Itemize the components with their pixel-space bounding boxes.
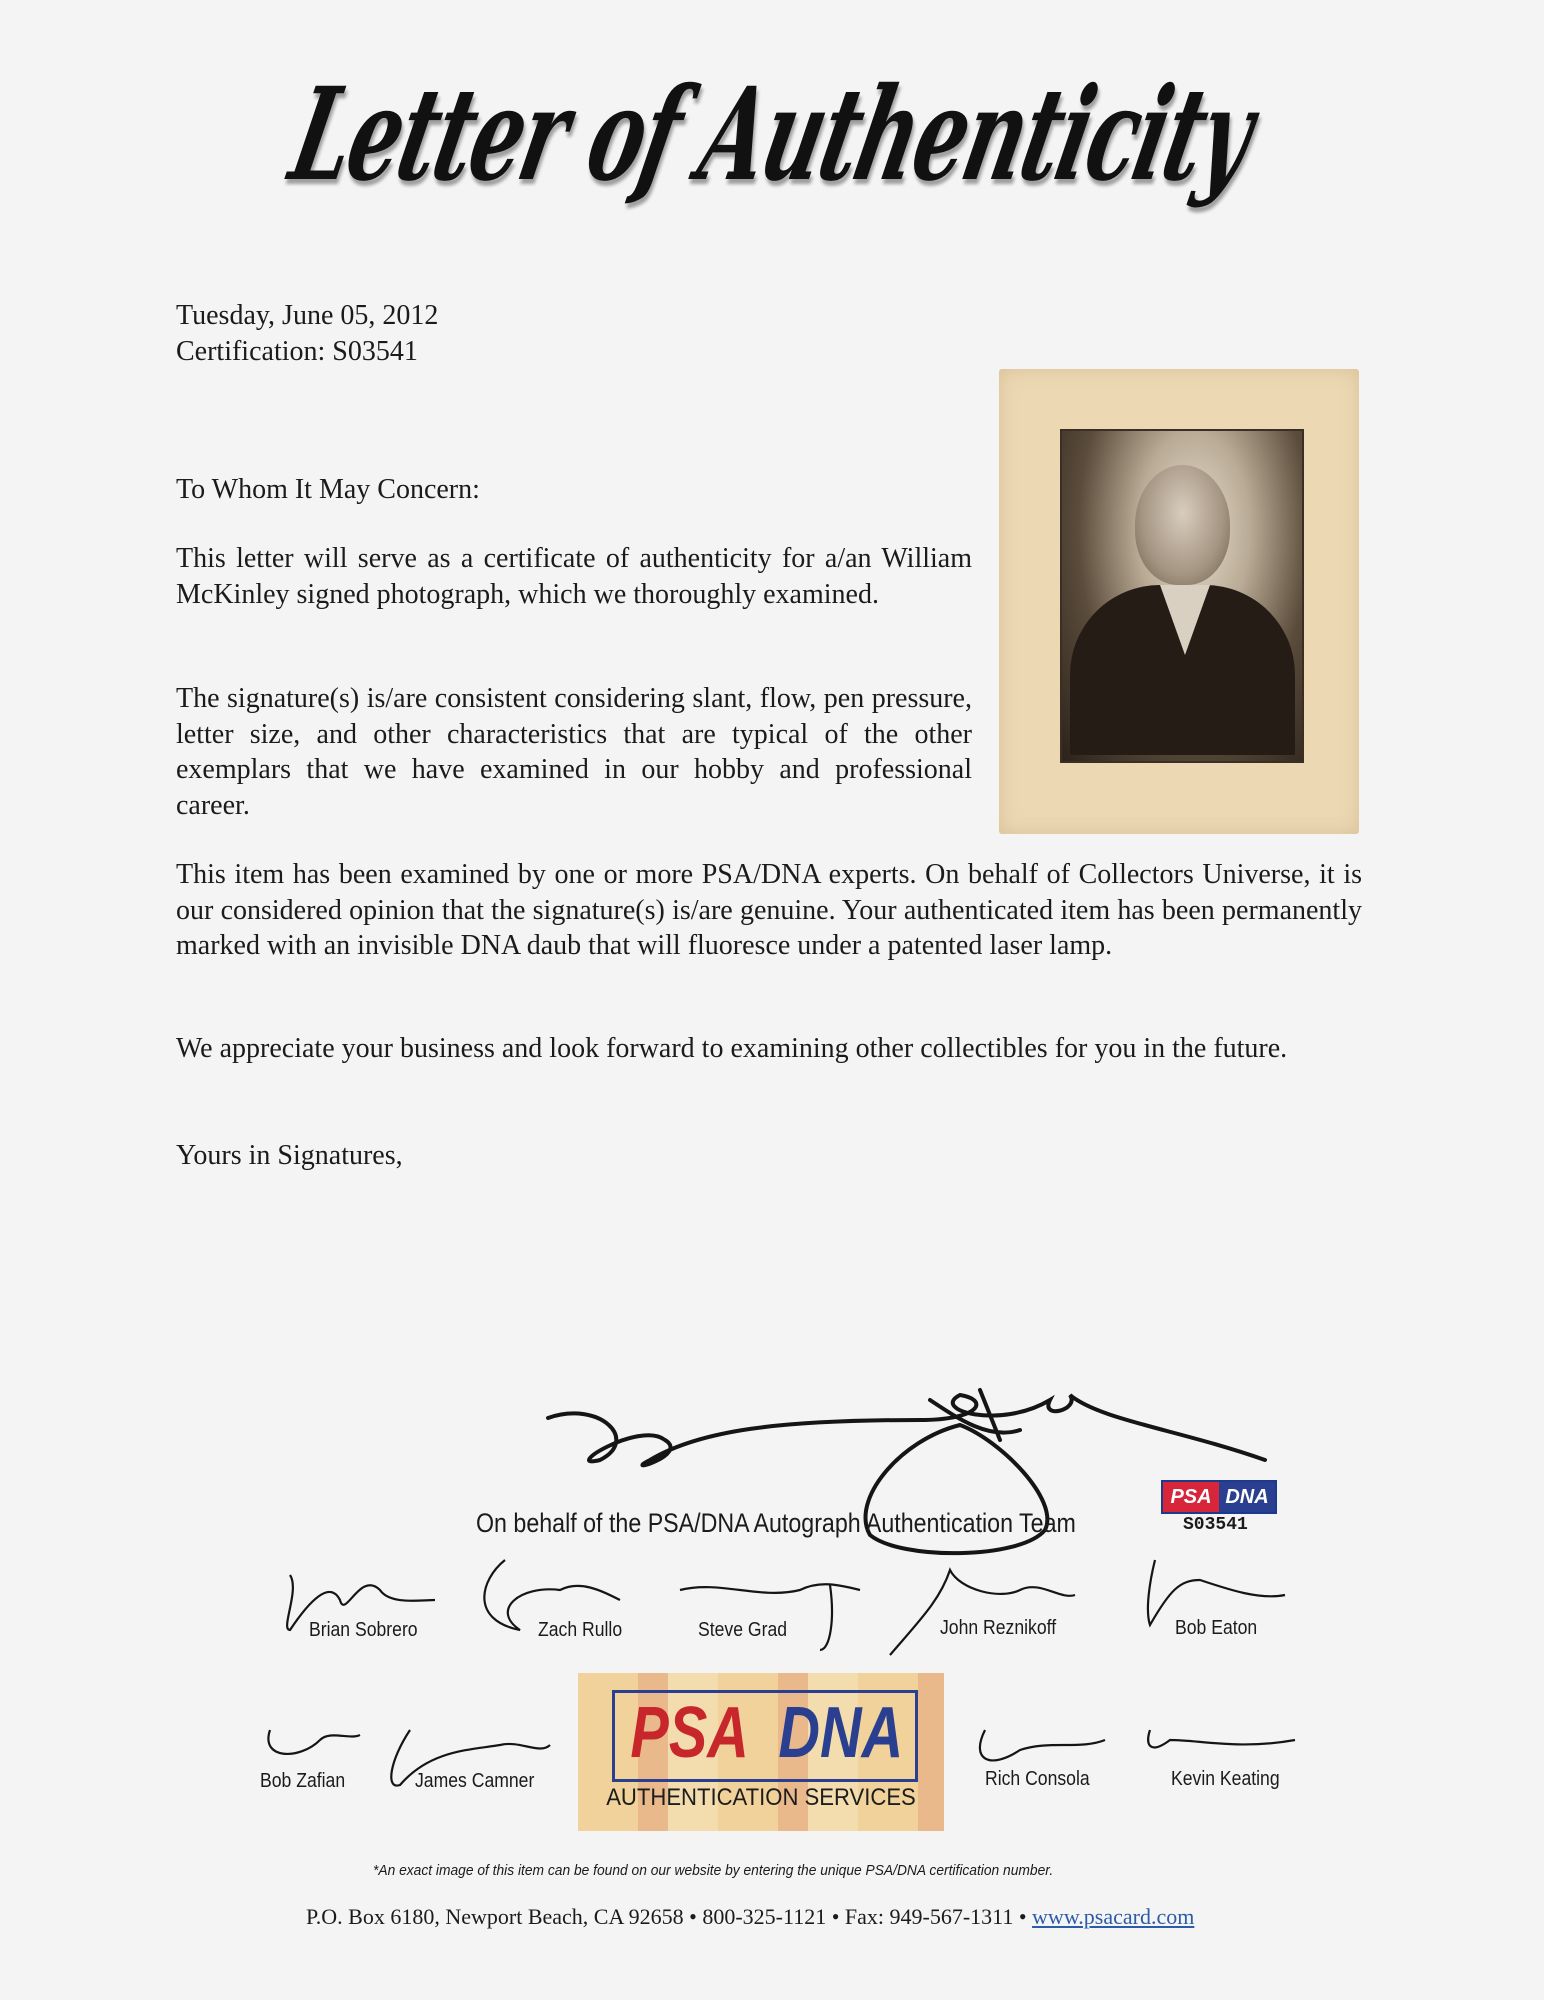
address-text: P.O. Box 6180, Newport Beach, CA 92658 • 800-325-1121 • Fax: 949-567-1311 • [306,1904,1033,1929]
photo-face [1135,465,1230,585]
letter-title: Letter of Authenticity [279,60,1265,210]
authenticator-name: Bob Zafian [260,1770,346,1792]
authenticator-name: James Camner [415,1770,535,1792]
authenticator-name: Kevin Keating [1171,1768,1280,1790]
closing: Yours in Signatures, [176,1140,403,1171]
badge-psa: PSA [1163,1482,1219,1512]
authenticator-name: Brian Sobrero [309,1619,418,1641]
logo-subtitle: AUTHENTICATION SERVICES [606,1784,916,1811]
authenticator-name: Bob Eaton [1175,1617,1258,1639]
paragraph-4: We appreciate your business and look forward to examining other collectibles for you in the future. [176,1033,1288,1064]
badge-cert-number: S03541 [1183,1515,1248,1535]
logo-dna: DNA [778,1693,904,1773]
logo-psa: PSA [630,1693,749,1773]
authenticator-name: John Reznikoff [940,1617,1057,1639]
letter-date: Tuesday, June 05, 2012 [176,300,439,331]
footer-address [306,1904,1194,1930]
badge-dna: DNA [1219,1482,1275,1512]
disclaimer: *An exact image of this item can be found on our website by entering the unique PSA/DNA certification number. [373,1862,1054,1879]
psa-dna-badge [1161,1480,1277,1514]
team-line: On behalf of the PSA/DNA Autograph Authentication Team [476,1508,1076,1538]
authenticator-name: Steve Grad [698,1619,788,1641]
paragraph-3: This item has been examined by one or more PSA/DNA experts. On behalf of Collectors Universe, it is our considered opinion that the signature(s) is/are genuine. Your authenticated item has been permanently marked with an invisible DNA daub that will fluoresce under a patented laser lamp. [176,859,1362,961]
website-link[interactable]: www.psacard.com [1032,1904,1195,1929]
certification-number: Certification: S03541 [176,336,418,367]
paragraph-2: The signature(s) is/are consistent considering slant, flow, pen pressure, letter size, and other characteristics that are typical of the other exemplars that we have examined in our hobby and professional career. [176,683,972,821]
authenticator-name: Zach Rullo [538,1619,623,1641]
paragraph-1: This letter will serve as a certificate of authenticity for a/an William McKinley signed photograph, which we thoroughly examined. [176,543,972,610]
authenticator-name: Rich Consola [985,1768,1090,1790]
salutation: To Whom It May Concern: [176,474,480,505]
